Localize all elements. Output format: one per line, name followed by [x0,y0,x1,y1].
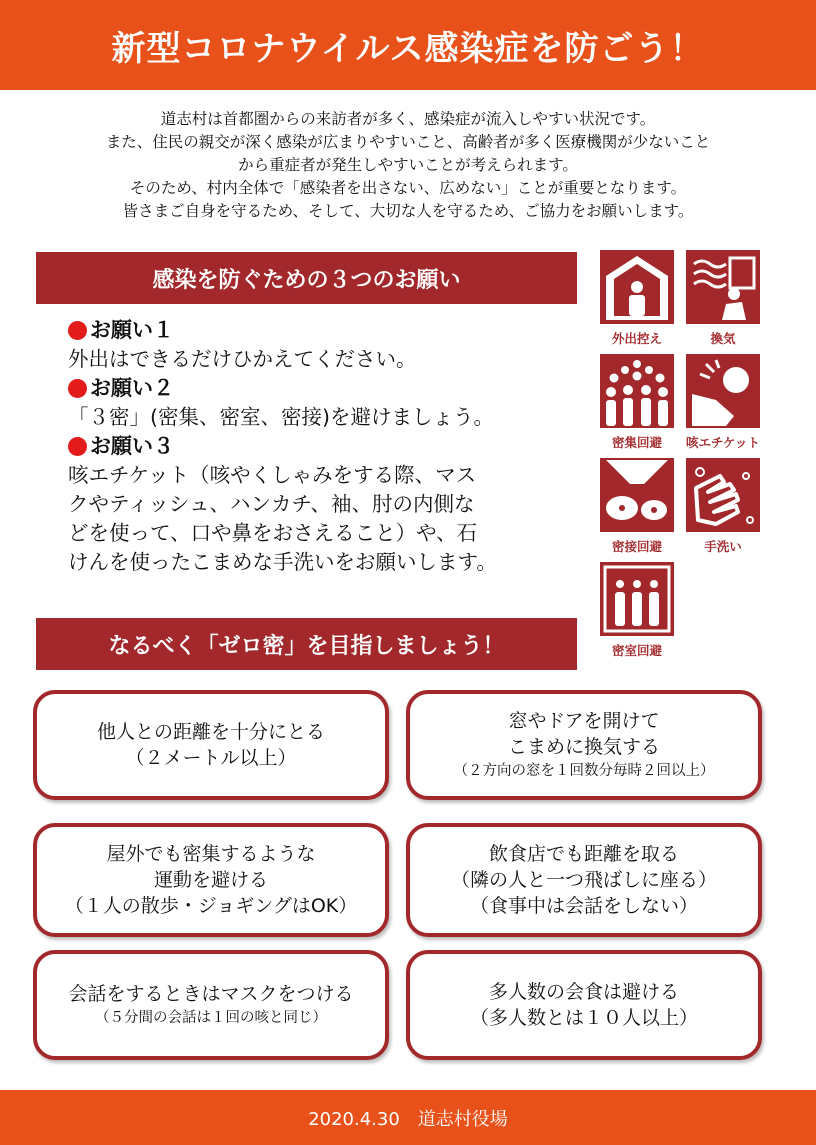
red-dot-icon [68,321,87,340]
cough-etiquette-icon [686,354,760,428]
request-title-text: お願い１ [90,318,174,342]
icon-label: 密接回避 [611,539,662,554]
red-dot-icon [68,379,87,398]
icon-label: 密集回避 [611,435,662,450]
stay-home-icon [600,250,674,324]
request-title-text: お願い２ [90,376,174,400]
section-heading-text: なるべく「ゼロ密」を目指しましょう！ [108,633,505,659]
card-subtext: （２方向の窓を１回数分毎時２回以上） [453,763,715,779]
footer-banner [0,1090,816,1145]
card-line: こまめに換気する [507,736,660,758]
icon-tile-avoid-close-contact [600,458,674,555]
ventilation-icon [686,250,760,324]
request-body: 「３密」(密集、密室、密接)を避けましょう。 [68,405,494,429]
advice-card [33,690,389,800]
icon-label: 換気 [710,331,736,346]
request-title [68,316,588,345]
section-heading-zero-mitsu [36,618,577,670]
icon-tile-avoid-closed-spaces [600,562,674,659]
request-body: 咳エチケット（咳やくしゃみをする際、マス [68,463,477,487]
card-line: 屋外でも密集するような [106,843,316,865]
header-banner [0,0,816,90]
card-line: 運動を避ける [153,869,268,891]
section-heading-requests [36,252,577,304]
request-body: 外出はできるだけひかえてください。 [68,347,417,371]
card-line: 多人数の会食は避ける [488,981,679,1003]
intro-line: そのため、村内全体で「感染者を出さない、広めない」ことが重要となります。 [129,179,687,197]
icon-tile-hand-washing [686,458,760,555]
icon-tile-avoid-crowds [600,354,674,451]
icon-label: 手洗い [704,539,742,554]
icon-tile-cough-etiquette [686,354,760,451]
request-title [68,374,588,403]
intro-line: 皆さまご自身を守るため、そして、大切な人を守るため、ご協力をお願いします。 [122,202,694,220]
red-dot-icon [68,437,87,456]
request-body: どを使って、口や鼻をおさえること）や、石 [68,521,478,545]
advice-card [406,823,762,937]
footer-text: 2020.4.30 道志村役場 [308,1108,508,1130]
section-heading-text: 感染を防ぐための３つのお願い [152,267,461,293]
icon-tile-stay-home [600,250,674,347]
card-line: （１人の散歩・ジョギングはOK） [64,895,358,917]
hand-washing-icon [686,458,760,532]
card-line: （２メートル以上） [125,747,297,769]
card-line: （多人数とは１０人以上） [469,1007,698,1029]
advice-card [406,950,762,1060]
request-title [68,432,588,461]
intro-text [0,108,816,223]
card-subtext: （５分間の会話は１回の咳と同じ） [95,1010,327,1026]
request-body: クやティッシュ、ハンカチ、袖、肘の内側な [68,492,475,516]
card-line: 会話をするときはマスクをつける [68,983,354,1005]
requests-list [68,316,588,577]
intro-line: から重症者が発生しやすいことが考えられます。 [238,156,578,174]
card-line: （食事中は会話をしない） [469,895,698,917]
icon-label: 咳エチケット [686,435,760,450]
icon-tile-ventilation [686,250,760,347]
card-line: 飲食店でも距離を取る [488,843,679,865]
request-body: けんを使ったこまめな手洗いをお願いします。 [68,550,497,574]
advice-card [33,823,389,937]
intro-line: また、住民の親交が深く感染が広まりやすいこと、高齢者が多く医療機関が少ないこと [105,133,711,151]
avoid-crowds-icon [600,354,674,428]
request-title-text: お願い３ [90,434,174,458]
advice-card [33,950,389,1060]
avoid-closed-spaces-icon [600,562,674,636]
icon-label: 密室回避 [611,643,662,658]
avoid-close-contact-icon [600,458,674,532]
icon-label: 外出控え [611,331,662,346]
card-line: 窓やドアを開けて [508,710,660,732]
card-line: （隣の人と一つ飛ばしに座る） [450,869,717,891]
page-title: 新型コロナウイルス感染症を防ごう！ [111,28,705,69]
card-line: 他人との距離を十分にとる [96,721,325,743]
advice-card [406,690,762,800]
intro-line: 道志村は首都圏からの来訪者が多く、感染症が流入しやすい状況です。 [160,110,656,128]
